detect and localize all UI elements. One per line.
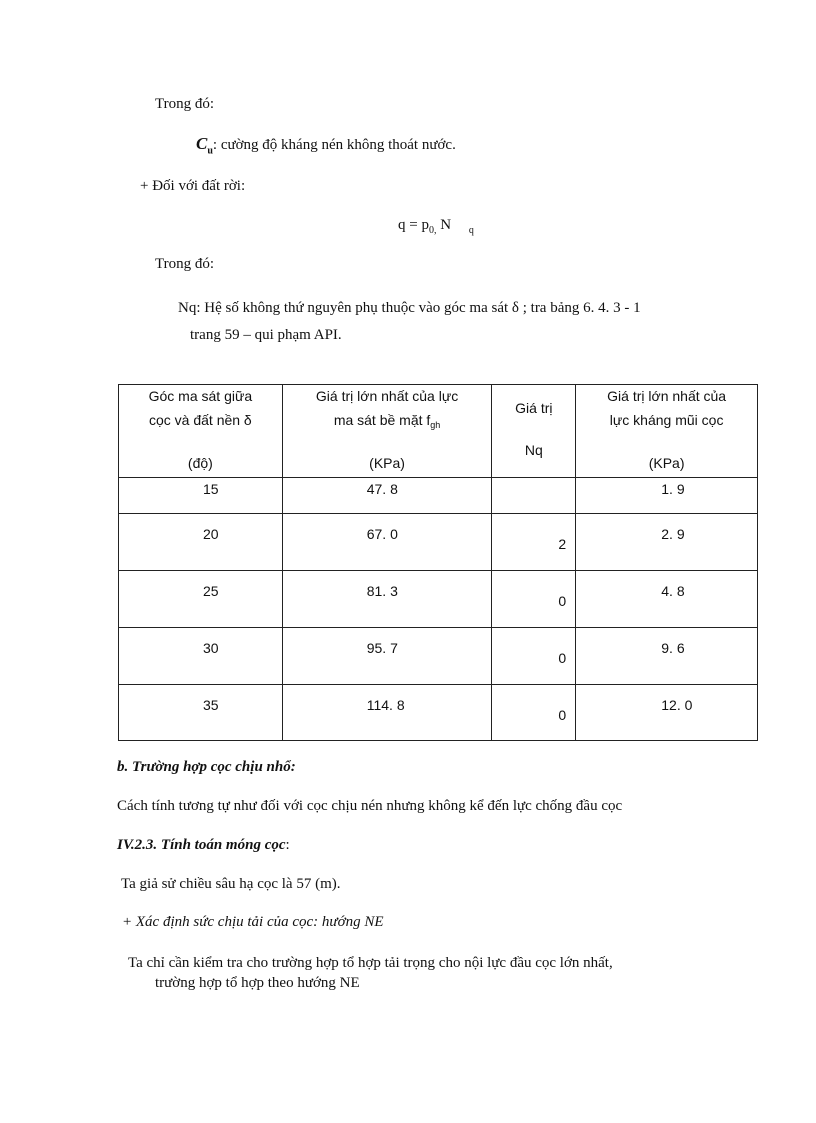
table-row — [119, 628, 758, 685]
table-header-row — [119, 385, 758, 478]
header-friction: Giá trị lớn nhất của lực ma sát bề mặt $f_{gh}$ (KPa) — [282, 385, 492, 478]
table-row — [119, 685, 758, 741]
header-tip-resistance: Giá trị lớn nhất của lực kháng mũi cọc (KPa) — [576, 385, 758, 478]
check-text-line1: Ta chỉ cần kiểm tra cho trường hợp tổ hợp tải trọng cho nội lực đầu cọc lớn nhất, — [128, 955, 613, 971]
trong-do-label-1: Trong đó: — [155, 96, 215, 112]
friction-value: 114. 8 — [366, 697, 405, 713]
cu-description: : cường độ kháng nén không thoát nước. — [212, 137, 456, 153]
angle-value: 15 — [203, 481, 219, 497]
nq-value: 0 — [558, 707, 567, 723]
nq-description-line2: trang 59 – qui phạm API. — [190, 327, 342, 343]
angle-value: 20 — [203, 526, 219, 542]
table-row — [119, 478, 758, 514]
angle-value: 25 — [203, 583, 219, 599]
section-b-title: b. Trường hợp cọc chịu nhổ: — [117, 759, 296, 775]
nq-value: 2 — [558, 536, 567, 552]
header-nq: Giá trị Nq — [492, 385, 576, 478]
angle-value: 30 — [203, 640, 219, 656]
bearing-formula: $q = p_{0,}$ N $_q$ — [398, 217, 474, 236]
table-row — [119, 514, 758, 571]
cu-definition — [196, 134, 456, 156]
nq-value: 0 — [558, 593, 567, 609]
assumption-line: Ta giả sử chiều sâu hạ cọc là 57 (m). — [121, 876, 341, 892]
ne-capacity-heading: + Xác định sức chịu tải của cọc: hướng NE — [122, 914, 384, 930]
angle-value: 35 — [203, 697, 219, 713]
header-angle: Góc ma sát giữa cọc và đất nền δ (độ) — [119, 385, 283, 478]
trong-do-label-2: Trong đó: — [155, 256, 215, 272]
section-iv-title: IV.2.3. Tính toán móng cọc: — [117, 837, 290, 853]
tip-value: 12. 0 — [661, 697, 693, 713]
friction-table — [118, 384, 758, 741]
cu-symbol: $C_u$ — [196, 134, 213, 157]
friction-value: 47. 8 — [366, 481, 398, 497]
tip-value: 2. 9 — [661, 526, 685, 542]
table-row — [119, 571, 758, 628]
tip-value: 1. 9 — [661, 481, 685, 497]
dat-roi-heading: + Đối với đất rời: — [140, 178, 246, 194]
friction-value: 95. 7 — [366, 640, 398, 656]
nq-value: 0 — [558, 650, 567, 666]
check-text-line2: trường hợp tổ hợp theo hướng NE — [155, 975, 360, 991]
friction-value: 81. 3 — [366, 583, 398, 599]
nq-description-line1: Nq: Hệ số không thứ nguyên phụ thuộc vào góc ma sát δ ; tra bảng 6. 4. 3 - 1 — [178, 300, 641, 316]
tip-value: 4. 8 — [661, 583, 685, 599]
tip-value: 9. 6 — [661, 640, 685, 656]
friction-value: 67. 0 — [366, 526, 398, 542]
section-b-text: Cách tính tương tự như đối với cọc chịu nén nhưng không kể đến lực chống đầu cọc — [117, 798, 623, 814]
